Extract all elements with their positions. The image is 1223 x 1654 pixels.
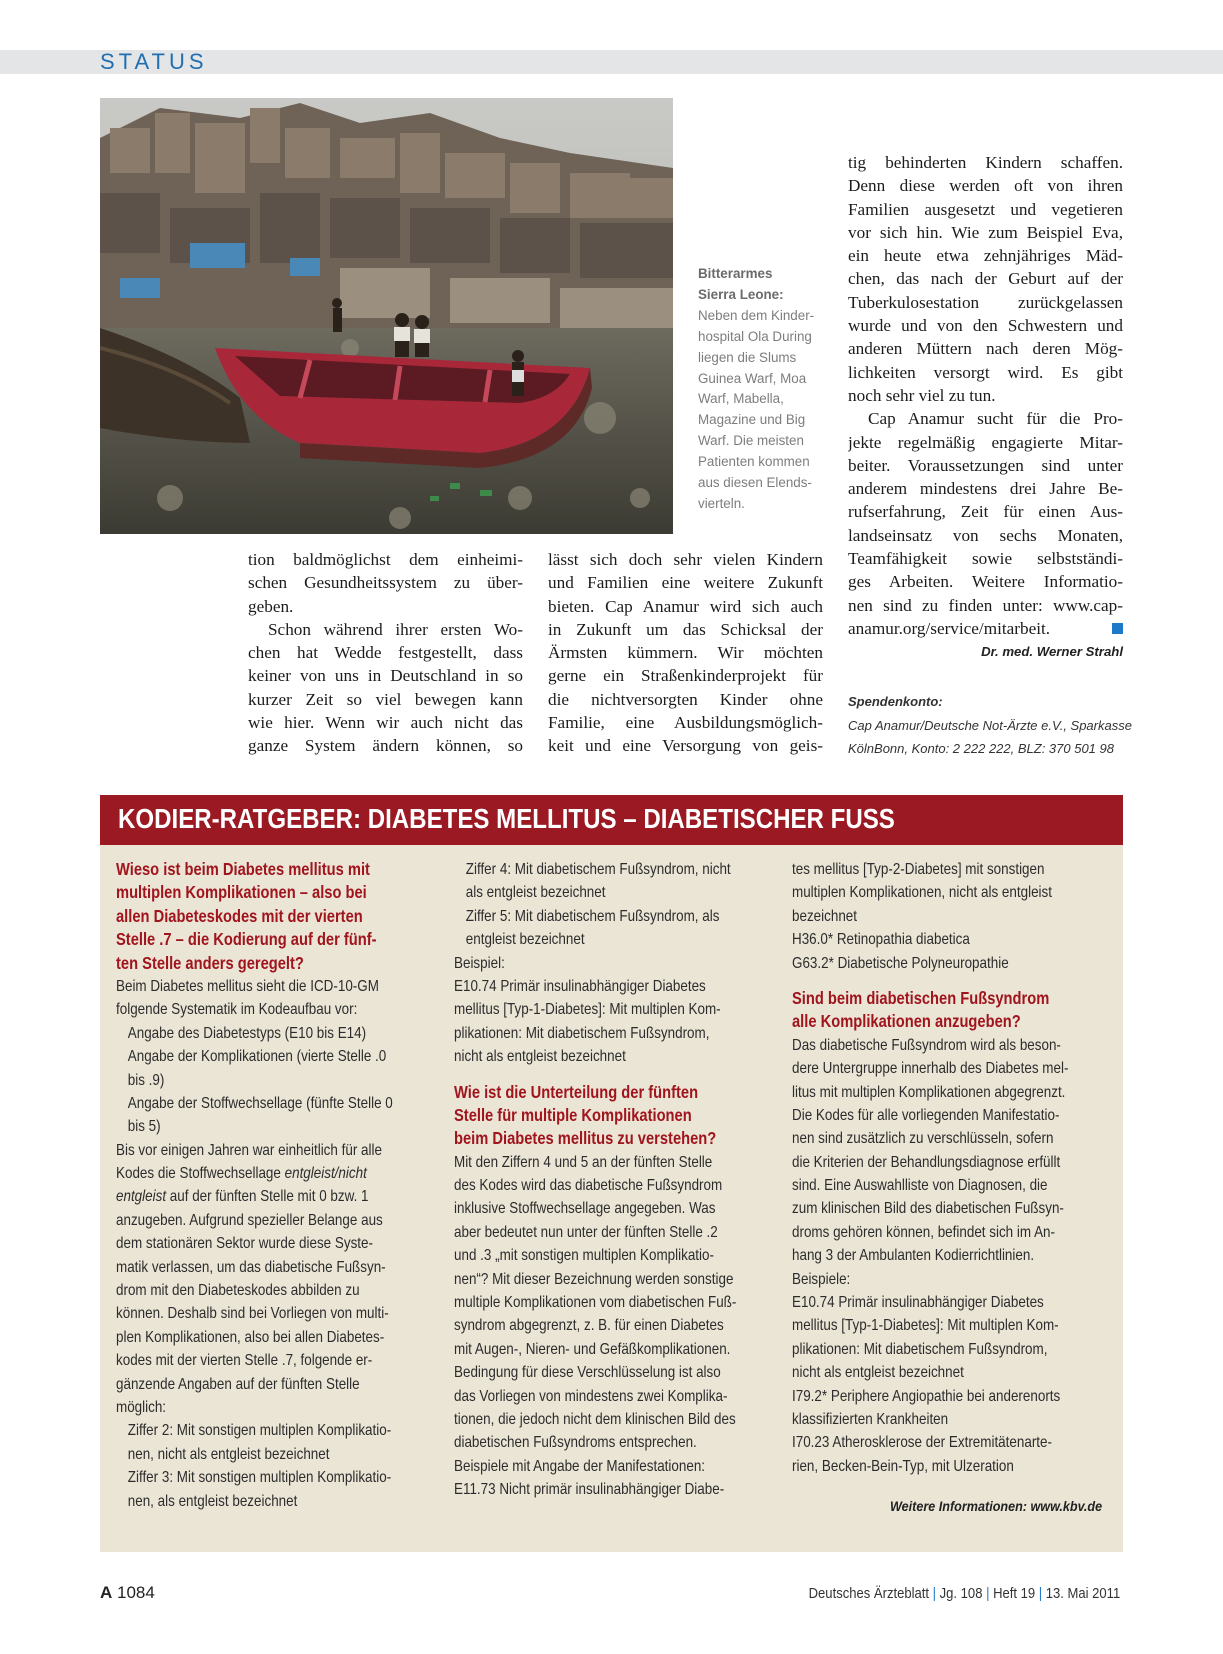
text-line: multiplen Komplikationen, nicht als entgleist <box>792 884 1052 902</box>
text-line: schen Gesundheitssystem zu über- <box>248 573 523 593</box>
list-item: entgleist bezeichnet <box>465 931 585 949</box>
caption-line: vierteln. <box>698 495 745 511</box>
coding-guide-header <box>100 795 1123 845</box>
text-line: sind. Eine Auswahlliste von Diagnosen, die <box>792 1177 1048 1195</box>
journal-date: 13. Mai 2011 <box>1045 1586 1120 1602</box>
text-line: droms gehören können, befindet sich im An- <box>792 1223 1055 1241</box>
text-line: folgende Systematik im Kodeaufbau vor: <box>116 1001 358 1019</box>
list-item: Angabe der Stoffwechsellage (fünfte Stelle 0 <box>127 1094 393 1112</box>
box-column-3 <box>792 858 1102 1478</box>
text-line: ein heute etwa zehnjähriges Mäd- <box>848 246 1123 266</box>
text-part: Kodes die Stoffwechsellage <box>116 1165 285 1183</box>
text-line: bezeichnet <box>792 907 858 925</box>
caption-line: Guinea Warf, Moa <box>698 370 807 386</box>
text-line: Mit den Ziffern 4 und 5 an der fünften Stelle <box>454 1153 713 1171</box>
separator: | <box>985 1586 990 1602</box>
author-signature: Dr. med. Werner Strahl <box>981 644 1123 659</box>
donation-info <box>848 690 1138 761</box>
list-item: als entgleist bezeichnet <box>465 884 606 902</box>
text-line: Familien ausgesetzt und vegetieren <box>848 199 1123 219</box>
text-line: wie hier. Wenn wir auch nicht das <box>248 713 523 733</box>
caption-bold-line: Bitterarmes <box>698 266 773 281</box>
caption-line: Warf, Mabella, <box>698 391 784 407</box>
section-label: STATUS <box>100 49 208 74</box>
text-line: anderen Müttern nach deren Mög- <box>848 339 1123 359</box>
list-item: Ziffer 2: Mit sonstigen multiplen Komplikatio- <box>127 1422 392 1440</box>
text-line: lichkeiten versorgt wird. Es gibt <box>848 362 1123 382</box>
text-line: syndrom abgegrenzt, z. B. für einen Diabetes <box>454 1317 724 1335</box>
list-item: Ziffer 3: Mit sonstigen multiplen Komplikatio- <box>127 1469 392 1487</box>
text-line: tes mellitus [Typ-2-Diabetes] mit sonstigen <box>792 861 1045 878</box>
box-column-1 <box>116 858 416 1513</box>
text-line: Bis vor einigen Jahren war einheitlich für alle <box>116 1141 382 1159</box>
end-mark-icon <box>1112 623 1123 634</box>
text-line: möglich: <box>116 1398 167 1416</box>
text-line: plikationen: Mit diabetischem Fußsyndrom, <box>454 1024 710 1042</box>
coding-guide-title: KODIER-RATGEBER: DIABETES MELLITUS – DIABETISCHER FUSS <box>118 803 895 834</box>
text-line: in Zukunft um das Schicksal der <box>548 619 823 639</box>
text-line: vor sich hin. Wie zum Beispiel Eva, <box>848 222 1123 242</box>
journal-info <box>808 1586 1120 1602</box>
text-line: mellitus [Typ-1-Diabetes]: Mit multiplen Kom- <box>792 1317 1059 1335</box>
text-line <box>116 1162 368 1185</box>
text-line: chen, das nach der Geburt auf der <box>848 269 1123 289</box>
journal-issue: Heft 19 <box>992 1586 1035 1602</box>
question-line: Sind beim diabetischen Fußsyndrom <box>792 987 1050 1008</box>
list-item: bis 5) <box>127 1118 161 1136</box>
text-line: tig behinderten Kindern schaffen. <box>848 153 1123 172</box>
coding-guide-box <box>100 795 1123 1552</box>
question-line: Stelle .7 – die Kodierung auf der fünf- <box>116 929 377 950</box>
text-line: rien, Becken-Bein-Typ, mit Ulzeration <box>792 1457 1014 1475</box>
list-item: nen, als entgleist bezeichnet <box>127 1492 298 1510</box>
text-line: Beispiel: <box>454 954 505 972</box>
donation-heading: Spendenkonto: <box>848 694 943 709</box>
list-item: Angabe des Diabetestyps (E10 bis E14) <box>127 1024 367 1042</box>
text-line: plen Komplikationen, also bei allen Diabetes- <box>116 1328 385 1346</box>
text-line: Ärmsten kümmern. Wir möchten <box>548 643 823 663</box>
page-prefix: A <box>100 1583 113 1602</box>
text-line: multiple Komplikationen vom diabetischen Fuß- <box>454 1294 737 1312</box>
text-line: lässt sich doch sehr vielen Kindern <box>548 550 823 569</box>
text-line: landseinsatz von sechs Monaten, <box>848 525 1123 545</box>
text-line: des Kodes wird das diabetische Fußsyndrom <box>454 1177 723 1195</box>
text-line: nen sind zusätzlich zu verschlüsseln, sofern <box>792 1130 1054 1148</box>
text-line: die nichtversorgten Kinder ohne <box>548 689 823 709</box>
text-line: litus mit multiplen Komplikationen abgegrenzt. <box>792 1083 1066 1101</box>
text-line: nen“? Mit dieser Bezeichnung werden sonstige <box>454 1270 734 1288</box>
text-line: ganze System ändern können, so <box>248 736 523 756</box>
question-line: Stelle für multiple Komplikationen <box>454 1104 692 1125</box>
text-line: Bedingung für diese Verschlüsselung ist also <box>454 1364 721 1382</box>
text-line: jekte regelmäßig engagierte Mitar- <box>848 432 1123 452</box>
text-line: keit und eine Versorgung von geis- <box>548 736 823 756</box>
text-line: Beim Diabetes mellitus sieht die ICD-10-GM <box>116 977 379 995</box>
text-line: bieten. Cap Anamur wird sich auch <box>548 596 823 616</box>
text-line: Beispiele mit Angabe der Manifestationen: <box>454 1457 706 1475</box>
donation-line: Cap Anamur/Deutsche Not-Ärzte e.V., Sparkasse <box>848 717 1132 733</box>
text-line: diabetischen Fußsyndroms entsprechen. <box>454 1434 697 1452</box>
list-item: nen, nicht als entgleist bezeichnet <box>127 1445 330 1463</box>
question-line: allen Diabeteskodes mit der vierten <box>116 905 363 926</box>
text-line: keiner von uns in Deutschland in so <box>248 666 523 686</box>
text-line: anderem mindestens drei Jahre Be- <box>848 479 1123 499</box>
text-part: auf der fünften Stelle mit 0 bzw. 1 <box>166 1188 369 1206</box>
article-column-2 <box>548 548 823 758</box>
caption-line: aus diesen Elends- <box>698 475 812 491</box>
separator: | <box>932 1586 936 1602</box>
text-line: kurzer Zeit so viel bewegen kann <box>248 689 523 709</box>
text-line: zum klinischen Bild des diabetischen Fußsyn- <box>792 1200 1064 1218</box>
text-line: I79.2* Periphere Angiopathie bei anderenorts <box>792 1387 1061 1405</box>
list-item: bis .9) <box>127 1071 165 1089</box>
text-line: mellitus [Typ-1-Diabetes]: Mit multiplen Kom- <box>454 1001 721 1019</box>
emphasis: entgleist/nicht <box>284 1165 367 1183</box>
question-line: alle Komplikationen anzugeben? <box>792 1011 1021 1032</box>
list-item: Angabe der Komplikationen (vierte Stelle .0 <box>127 1048 387 1066</box>
text-line: I70.23 Atherosklerose der Extremitätenarte- <box>792 1434 1052 1452</box>
text-line: matik verlassen, um das diabetische Fußsyn- <box>116 1258 386 1276</box>
text-line: klassifizierten Krankheiten <box>792 1410 949 1428</box>
text-line: rufserfahrung, Zeit für einen Aus- <box>848 502 1123 522</box>
text-line: Schon während ihrer ersten Wo- <box>268 619 523 639</box>
text-line: und .3 „mit sonstigen multiplen Komplikatio- <box>454 1247 714 1265</box>
text-line: H36.0* Retinopathia diabetica <box>792 931 970 949</box>
text-line: und Familien eine weitere Zukunft <box>548 573 823 593</box>
text-line: gänzende Angaben auf der fünften Stelle <box>116 1375 360 1393</box>
text-line: dem stationären Sektor wurde diese Syste- <box>116 1235 373 1253</box>
caption-line: Patienten kommen <box>698 454 810 470</box>
question-line: ten Stelle anders geregelt? <box>116 952 304 973</box>
caption-line: Warf. Die meisten <box>698 433 804 449</box>
text-line: Familie, eine Ausbildungsmöglich- <box>548 713 823 733</box>
text-line: Teamfähigkeit sowie selbstständi- <box>848 549 1123 569</box>
list-item: Ziffer 5: Mit diabetischem Fußsyndrom, als <box>465 907 720 925</box>
question-line: beim Diabetes mellitus zu verstehen? <box>454 1128 717 1149</box>
caption-line: hospital Ola During <box>698 328 812 344</box>
text-line <box>116 1185 368 1208</box>
text-line: kodes mit der vierten Stelle .7, folgende er- <box>116 1352 373 1370</box>
text-line: Die Kodes für alle vorliegenden Manifestatio- <box>792 1106 1060 1124</box>
text-line: die Kriterien der Behandlungsdiagnose erfüllt <box>792 1153 1061 1171</box>
spacer <box>792 975 1052 987</box>
caption-bold-line: Sierra Leone: <box>698 286 784 302</box>
more-info-link[interactable]: Weitere Informationen: www.kbv.de <box>890 1498 1103 1514</box>
text-line: mit Augen-, Nieren- und Gefäßkomplikationen. <box>454 1340 731 1358</box>
text-line: noch sehr viel zu tun. <box>848 385 996 405</box>
text-line: E11.73 Nicht primär insulinabhängiger Diabe- <box>454 1481 725 1499</box>
caption-line: liegen die Slums <box>698 349 797 365</box>
text-line: beiter. Voraussetzungen sind unter <box>848 455 1123 475</box>
donation-line: KölnBonn, Konto: 2 222 222, BLZ: 370 501 98 <box>848 741 1114 756</box>
text-line: nen sind zu finden unter: www.cap- <box>848 595 1123 615</box>
text-line: dere Untergruppe innerhalb des Diabetes mel- <box>792 1060 1069 1078</box>
text-line: plikationen: Mit diabetischem Fußsyndrom, <box>792 1340 1048 1358</box>
text-line: aber bedeutet nun unter der fünften Stelle .2 <box>454 1223 718 1241</box>
text-line: geben. <box>248 596 294 616</box>
text-line: Cap Anamur sucht für die Pro- <box>868 409 1123 429</box>
text-line: anamur.org/service/mitarbeit. <box>848 618 1051 638</box>
text-line: drom mit den Diabeteskodes abbilden zu <box>116 1282 360 1300</box>
text-line: hang 3 der Ambulanten Kodierrichtlinien. <box>792 1247 1035 1265</box>
question-line: Wieso ist beim Diabetes mellitus mit <box>116 859 370 879</box>
text-line: Tuberkulosestation zurückgelassen <box>848 292 1123 312</box>
text-line: nicht als entgleist bezeichnet <box>454 1048 626 1066</box>
text-line: können. Deshalb sind bei Vorliegen von multi- <box>116 1305 389 1323</box>
text-line: ges Arbeiten. Weitere Informatio- <box>848 572 1123 592</box>
text-line: Das diabetische Fußsyndrom wird als beson- <box>792 1036 1061 1054</box>
question-line: multiplen Komplikationen – also bei <box>116 882 367 903</box>
question-line: Wie ist die Unterteilung der fünften <box>454 1081 699 1102</box>
text-line: gerne ein Straßenkinderprojekt für <box>548 666 823 686</box>
list-item: Ziffer 4: Mit diabetischem Fußsyndrom, nicht <box>465 861 731 878</box>
journal-name: Deutsches Ärzteblatt <box>808 1586 929 1602</box>
page-number <box>100 1583 155 1603</box>
text-line: tionen, die jedoch nicht dem klinischen Bild des <box>454 1410 736 1428</box>
text-line: G63.2* Diabetische Polyneuropathie <box>792 954 1009 972</box>
caption-line: Magazine und Big <box>698 412 806 428</box>
text-line: tion baldmöglichst dem einheimi- <box>248 550 523 569</box>
text-line: anzugeben. Aufgrund spezieller Belange aus <box>116 1211 383 1229</box>
text-line: chen hat Wedde festgestellt, dass <box>248 643 523 663</box>
text-line: Denn diese werden oft von ihren <box>848 176 1123 196</box>
emphasis: entgleist <box>116 1188 167 1206</box>
spacer <box>454 1069 706 1081</box>
separator: | <box>1038 1586 1042 1602</box>
text-line: E10.74 Primär insulinabhängiger Diabetes <box>792 1294 1044 1312</box>
page-number-value: 1084 <box>117 1583 155 1602</box>
text-line: inklusive Stoffwechsellage angegeben. Was <box>454 1200 716 1218</box>
text-line: Beispiele: <box>792 1270 851 1288</box>
caption-line: Neben dem Kinder- <box>698 307 815 323</box>
slum-boat-photo <box>100 98 673 534</box>
text-line: E10.74 Primär insulinabhängiger Diabetes <box>454 977 706 995</box>
photo-caption <box>698 264 826 515</box>
text-line: wurde und von den Schwestern und <box>848 316 1123 336</box>
article-column-1 <box>248 548 523 758</box>
journal-volume: Jg. 108 <box>939 1586 983 1602</box>
text-line: nicht als entgleist bezeichnet <box>792 1364 964 1382</box>
text-line: das Vorliegen von mindestens zwei Komplika- <box>454 1387 728 1405</box>
text-line-last <box>848 617 1123 640</box>
box-column-2 <box>454 858 754 1502</box>
article-column-3 <box>848 151 1123 640</box>
